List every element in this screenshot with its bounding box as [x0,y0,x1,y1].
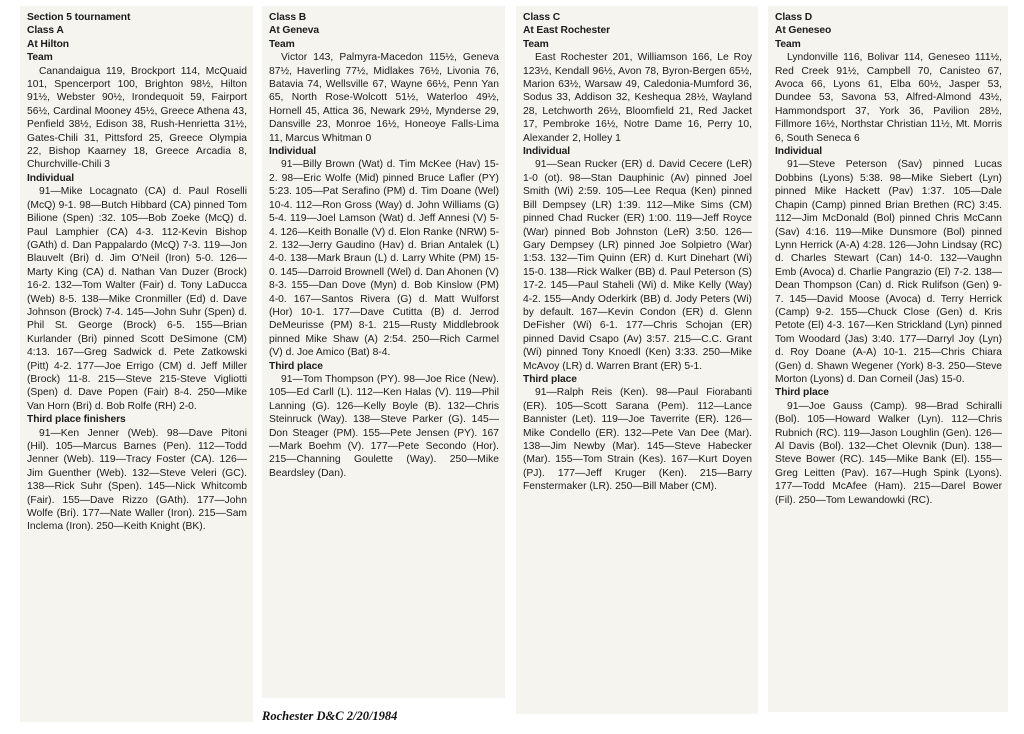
individual-results: 91—Sean Rucker (ER) d. David Cecere (LeR) 1-0 (ot). 98—Stan Dauphinic (Av) pinned Joel Smith (Wi) 2:59. 105—Lee Requa (Ken) pinned Bill Dempsey (LR) 1:39. 112—Mike Sims (CM) pinned Chad Rucker (ER) 1:00. 119—Jeff Royce (War) pinned Bob Johnston (LeR) 3:50. 126—Gary Dempsey (LR) pinned Joe Solpietro (War) 1:53. 132—Tim Quinn (ER) d. Kurt Dinehart (Wi) 15-0. 138—Rick Walker (BB) d. Paul Peterson (S) 17-2. 145—Paul Staheli (Wi) d. Mike Kelly (Way) 4-2. 155—Andy Oderkirk (BB) d. Jody Peters (Wi) by default. 167—Kevin Condon (ER) d. Glenn DeFisher (Wi) 6-1. 177—Chris Schojan (ER) pinned David Csapo (Av) 3:57. 215—C.C. Grant (Wi) pinned Tony Knoedl (Ken) 3:33. 250—Mike McAvoy (LR) d. Warren Brant (ER) 5-1. [523,159,752,372]
team-results: Lyndonville 116, Bolivar 114, Geneseo 111½, Red Creek 91½, Campbell 70, Canisteo 67, Avoca 66, Lyons 61, Elba 60½, Jasper 53, Dundee 53, Savona 53, Alfred-Almond 43½, Hammondsport 37, York 36, Pavilion 28½, Fillmore 16½, Northstar Christian 11½, Mt. Morris 6, South Seneca 6 [775,52,1002,144]
location-heading: At Hilton [27,38,69,50]
section-heading: Section 5 tournament [27,12,131,23]
third-place-heading: Third place finishers [27,414,126,426]
third-place-heading: Third place [523,373,577,385]
class-d-column [768,6,1008,712]
class-heading: Class D [775,12,813,23]
class-b-column [262,6,505,698]
team-results: East Rochester 201, Williamson 166, Le Roy 123½, Kendall 96½, Avon 78, Byron-Bergen 65½, Marion 63½, Warsaw 49, Caledonia-Mumford 36, Sodus 33, Addison 32, Keshequa 28½, Wayland 28, Letchworth 26½, Bloomfield 21, Red Jacket 17, Pembroke 16½, Notre Dame 16, Perry 10, Alexander 2, Holley 1 [523,52,752,144]
team-heading: Team [775,38,801,50]
third-place-results: 91—Ken Jenner (Web). 98—Dave Pitoni (Hil). 105—Marcus Barnes (Pen). 112—Todd Jenner (Web). 119—Tracy Foster (CA). 126—Jim Guenther (Web). 132—Steve Veleri (GC). 138—Rick Suhr (Spen). 145—Nick Whitcomb (Fair). 155—Dave Rizzo (GAth). 177—John Wolfe (Bri). 177—Nate Waller (Iron). 215—Sam Inclema (Iron). 250—Keith Knight (BK). [27,427,247,533]
class-c-column [516,6,758,714]
team-results: Canandaigua 119, Brockport 114, McQuaid 101, Spencerport 100, Brighton 98½, Hilton 91½, Webster 90½, Irondequoit 59, Fairport 56½, Cardinal Mooney 45½, Greece Athena 43, Penfield 38½, Edison 38, Rush-Henrietta 31½, Gates-Chili 31, Pittsford 25, Greece Olympia 22, Bishop Kaarney 18, Greece Arcadia 8, Churchville-Chili 3 [27,65,247,171]
source-caption: Rochester D&C 2/20/1984 [262,709,398,723]
class-heading: Class A [27,25,64,37]
location-heading: At Geneva [269,25,320,37]
class-heading: Class B [269,12,307,23]
team-results: Victor 143, Palmyra-Macedon 115½, Geneva 87½, Haverling 77½, Midlakes 76½, Livonia 76, Batavia 74, Wellsville 67, Wayne 66½, Penn Yan 65, North Rose-Wolcott 51½, Waterloo 49½, Hornell 45, Attica 36, Newark 29½, Mynderse 29, Dansville 23, Monroe 16½, Honeoye Falls-Lima 11, Marcus Whitman 0 [269,52,499,144]
location-heading: At East Rochester [523,25,610,37]
third-place-results: 91—Ralph Reis (Ken). 98—Paul Fiorabanti (ER). 105—Scott Sarana (Pem). 112—Lance Bannister (Let). 119—Joe Taverrite (ER). 126—Mike Condello (ER). 132—Pete Van Dee (Mar). 138—Jim Newby (Mar). 145—Steve Habecker (Mar). 155—Tom Strain (Kes). 167—Kurt Doyen (PJ). 177—Jeff Kruger (Ken). 215—Barry Fenstermaker (LR). 250—Bill Maber (CM). [523,387,752,493]
third-place-heading: Third place [269,360,323,372]
third-place-heading: Third place [775,387,829,399]
class-heading: Class C [523,12,561,23]
individual-results: 91—Mike Locagnato (CA) d. Paul Roselli (McQ) 9-1. 98—Butch Hibbard (CA) pinned Tom Bilione (Spen) :32. 105—Bob Zoeke (McQ) d. Paul Lamphier (CA) 4-3. 112-Kevin Bishop (GAth) d. Dan Pappalardo (McQ) 7-3. 119—Jon Blauvelt (Bri) d. Jim O'Neil (Iron) 5-0. 126—Marty King (CA) d. Nathan Van Duzer (Brock) 16-2. 132—Tom Walter (Fair) d. Tony LaDucca (Web) 8-5. 138—Mike Cronmiller (Ed) d. Dave Johnson (Brock) 7-4. 145—John Suhr (Spen) d. Phil St. George (Brock) 6-5. 155—Brian Kurlander (Bri) pinned Scott DeSimone (CM) 4:13. 167—Greg Sadwick d. Pete Zatkowski (Pitt) 4-2. 177—Joe Errigo (CM) d. Jeff Miller (Brock) 11-8. 215—Steve 215-Steve Vigliotti (Spen) d. Dave Popen (Fair) 8-4. 250—Mike Van Horn (Bri) d. Bob Rolfe (RH) 2-0. [27,186,247,412]
individual-heading: Individual [269,146,317,158]
individual-results: 91—Steve Peterson (Sav) pinned Lucas Dobbins (Lyons) 5:38. 98—Mike Siebert (Lyn) pinned Mike Hackett (Pav) 1:37. 105—Dale Chapin (Camp) pinned Brian Brethen (RC) 3:45. 112—Jim McDonald (Bol) pinned Chris McCann (Sav) 4:16. 119—Mike Dunsmore (Bol) pinned Lynn Herrick (A-A) 4:28. 126—John Lindsay (RC) d. Charles Stewart (Can) 14-0. 132—Vaughn Emb (Avoca) d. Charlie Pangrazio (El) 7-2. 138—Dean Thompson (Can) d. Rick Rulifson (Gen) 9-7. 145—David Moose (Avoca) d. Terry Herrick (Camp) 9-2. 155—Chuck Close (Gen) d. Kris Petote (El) 4-3. 167—Ken Strickland (Lyn) pinned Tom Woodard (Jas) 3:40. 177—Darryl Joy (Lyn) d. Roy Doane (A-A) 10-1. 215—Chris Chiara (Gen) d. Shawn Wegener (York) 8-3. 250—Steve Morton (Lyons) d. Dan Corneil (Jas) 15-0. [775,159,1002,385]
third-place-results: 91—Tom Thompson (PY). 98—Joe Rice (New). 105—Ed Carll (L). 112—Ken Halas (V). 119—Phil Lanning (G). 126—Kelly Boyle (B). 132—Chris Steinruck (Way). 138—Steve Parker (G). 145—Don Steager (PM). 155—Pete Jensen (PY). 167—Mark Boehm (V). 177—Pete Secondo (Hor). 215—Channing Goulette (Way). 250—Mike Beardsley (Dan). [269,373,499,479]
third-place-results: 91—Joe Gauss (Camp). 98—Brad Schiralli (Bol). 105—Howard Walker (Lyn). 112—Chris Rubnich (RC). 119—Jason Loughlin (Gen). 126—Al Davis (Bol). 132—Chet Olevnik (Dun). 138—Steve Bower (RC). 145—Mike Bank (El). 155—Greg Leitten (Pav). 167—Hugh Spink (Lyons). 177—Todd McAfee (Ham). 215—Darel Bower (Fil). 250—Tom Lewandowki (RC). [775,400,1002,506]
individual-results: 91—Billy Brown (Wat) d. Tim McKee (Hav) 15-2. 98—Eric Wolfe (Mid) pinned Bruce Lafler (PY) 5:23. 105—Pat Serafino (PM) d. Tim Doane (Wel) 10-4. 112—Ron Gross (Way) d. John Williams (G) 5-4. 119—Joel Lamson (Wat) d. Jeff Annesi (V) 5-4. 126—Keith Bonalle (V) d. Elon Ranke (NRW) 5-2. 132—Jerry Gaudino (Hav) d. Brian Antalek (L) 4-0. 138—Mark Braun (L) d. Larry White (PM) 15-0. 145—Darroid Brownell (Wel) d. Dan Ahonen (V) 8-3. 155—Dan Dove (Myn) d. Bob Kinslow (PM) 4-0. 167—Santos Rivera (G) d. Matt Wulforst (Hor) 10-1. 177—Dave Cutitta (B) d. Jerrod DeMeurisse (PM) 8-1. 215—Rusty Middlebrook pinned Mike Shaw (A) 2:54. 250—Rich Carmel (V) d. Joe Amico (Bat) 8-4. [269,159,499,359]
individual-heading: Individual [523,146,571,158]
team-heading: Team [523,38,549,50]
team-heading: Team [269,38,295,50]
location-heading: At Geneseo [775,25,832,37]
individual-heading: Individual [775,146,823,158]
individual-heading: Individual [27,172,75,184]
team-heading: Team [27,52,53,64]
class-a-column [20,6,253,722]
